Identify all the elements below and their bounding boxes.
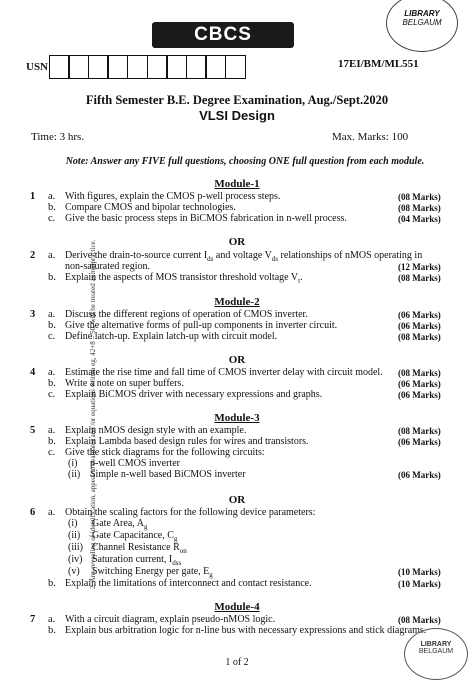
q5b-text: Explain Lambda based design rules for wires and transistors. [65, 436, 309, 447]
q4a-text: Estimate the rise time and fall time of CMOS inverter delay with circuit model. [65, 367, 383, 378]
q5c-i-text: p-well CMOS inverter [90, 458, 180, 469]
q7a-letter: a. [48, 614, 56, 625]
usn-box[interactable] [186, 55, 207, 79]
q6a-iv-text: Saturation current, $I_{dss}$ [92, 554, 182, 567]
q2b-text: Explain the aspects of MOS transistor threshold voltage $V_t$. [65, 272, 303, 285]
usn-box[interactable] [225, 55, 246, 79]
module-2-heading: Module-2 [214, 296, 260, 308]
usn-box[interactable] [205, 55, 226, 79]
q3b-marks: (06 Marks) [398, 321, 441, 331]
q4c-marks: (06 Marks) [398, 390, 441, 400]
q6a-ii-number: (ii) [68, 530, 81, 541]
q5c-ii-text: Simple n-well based BiCMOS inverter [90, 469, 246, 480]
q2-number: 2 [30, 250, 36, 261]
library-seal-bottom [404, 628, 468, 680]
usn-box[interactable] [68, 55, 89, 79]
q1c-letter: c. [48, 213, 56, 224]
q4a-marks: (08 Marks) [398, 368, 441, 378]
q3c-letter: c. [48, 331, 56, 342]
usn-box[interactable] [166, 55, 187, 79]
subject-title: VLSI Design [199, 108, 275, 123]
q4-number: 4 [30, 367, 36, 378]
q7-number: 7 [30, 614, 36, 625]
q6-number: 6 [30, 507, 36, 518]
q6a-iii-text: Channel Resistance $R_{on}$ [92, 542, 187, 555]
q6a-marks: (10 Marks) [398, 567, 441, 577]
q5a-marks: (08 Marks) [398, 426, 441, 436]
q3b-letter: b. [48, 320, 56, 331]
q5c-letter: c. [48, 447, 56, 458]
q2a-letter: a. [48, 250, 56, 261]
q2b-marks: (08 Marks) [398, 273, 441, 283]
usn-box[interactable] [88, 55, 109, 79]
q4b-marks: (06 Marks) [398, 379, 441, 389]
time-label: Time: 3 hrs. [31, 131, 85, 143]
usn-label: USN [26, 61, 49, 73]
q3a-letter: a. [48, 309, 56, 320]
q6a-iii-number: (iii) [68, 542, 83, 553]
q6b-marks: (10 Marks) [398, 579, 441, 589]
q7a-text: With a circuit diagram, explain pseudo-nMOS logic. [65, 614, 276, 625]
q5a-letter: a. [48, 425, 56, 436]
seal-line2: BELGAUM [418, 648, 454, 655]
q7a-marks: (08 Marks) [398, 615, 441, 625]
q3c-text: Define latch-up. Explain latch-up with circuit model. [65, 331, 278, 342]
q6a-text: Obtain the scaling factors for the following device parameters: [65, 507, 316, 518]
q3-number: 3 [30, 309, 36, 320]
scheme-banner: CBCS SCHEME [152, 22, 294, 48]
usn-boxes [50, 55, 246, 79]
q1b-letter: b. [48, 202, 56, 213]
q2b-letter: b. [48, 272, 56, 283]
usn-box[interactable] [147, 55, 168, 79]
q6b-letter: b. [48, 578, 56, 589]
q2a-text: Derive the drain-to-source current $I_{ds}$ and voltage $V_{ds}$ relationships of nMOS operating in [65, 250, 423, 263]
q4b-letter: b. [48, 378, 56, 389]
library-seal-top [386, 0, 458, 52]
q3b-text: Give the alternative forms of pull-up components in inverter circuit. [65, 320, 338, 331]
q2a-text-cont: non-saturated region. [65, 261, 150, 272]
or-divider: OR [228, 354, 246, 366]
q2a-marks: (12 Marks) [398, 262, 441, 272]
q5b-marks: (06 Marks) [398, 437, 441, 447]
q6a-iv-number: (iv) [68, 554, 83, 565]
q6a-i-text: Gate Area, $A_g$ [92, 518, 148, 531]
q6a-ii-text: Gate Capacitance, $C_g$ [92, 530, 178, 543]
q7b-letter: b. [48, 625, 56, 636]
q6a-v-text: Switching Energy per gate, $E_g$ [92, 566, 213, 579]
seal-line1: LIBRARY [420, 641, 452, 648]
q6a-i-number: (i) [68, 518, 78, 529]
q1a-letter: a. [48, 191, 56, 202]
instructions-note: Note: Answer any FIVE full questions, choosing ONE full question from each module. [65, 156, 425, 167]
usn-box[interactable] [49, 55, 70, 79]
module-1-heading: Module-1 [214, 178, 260, 190]
q1-number: 1 [30, 191, 36, 202]
paper-code: 17EI/BM/ML551 [338, 58, 419, 70]
max-marks-label: Max. Marks: 100 [332, 131, 409, 143]
q1b-marks: (08 Marks) [398, 203, 441, 213]
seal-line2: BELGAUM [402, 18, 442, 27]
q5c-ii-number: (ii) [68, 469, 81, 480]
or-divider: OR [228, 494, 246, 506]
q6a-letter: a. [48, 507, 56, 518]
q3a-text: Discuss the different regions of operation of CMOS inverter. [65, 309, 308, 320]
q3c-marks: (08 Marks) [398, 332, 441, 342]
q6b-text: Explain the limitations of interconnect and contact resistance. [65, 578, 312, 589]
q1c-text: Give the basic process steps in BiCMOS fabrication in n-well process. [65, 213, 347, 224]
q5c-i-number: (i) [68, 458, 78, 469]
seal-line1: LIBRARY [404, 9, 440, 18]
q5c-text: Give the stick diagrams for the following circuits: [65, 447, 265, 458]
q1a-marks: (08 Marks) [398, 192, 441, 202]
usn-box[interactable] [127, 55, 148, 79]
q1a-text: With figures, explain the CMOS p-well process steps. [65, 191, 281, 202]
q3a-marks: (06 Marks) [398, 310, 441, 320]
q5a-text: Explain nMOS design style with an example. [65, 425, 247, 436]
q6a-v-number: (v) [68, 566, 80, 577]
module-3-heading: Module-3 [214, 412, 260, 424]
q4a-letter: a. [48, 367, 56, 378]
q1c-marks: (04 Marks) [398, 214, 441, 224]
q5c-marks: (06 Marks) [398, 470, 441, 480]
q4c-text: Explain BiCMOS driver with necessary expressions and graphs. [65, 389, 323, 400]
q7b-text: Explain bus arbitration logic for n-line bus with necessary expressions and stick diagrams. [65, 625, 427, 636]
q5b-letter: b. [48, 436, 56, 447]
usn-box[interactable] [107, 55, 128, 79]
q4c-letter: c. [48, 389, 56, 400]
exam-title: Fifth Semester B.E. Degree Examination, Aug./Sept.2020 [85, 93, 389, 107]
side-instruction: 2. Any revealing of identification, appeal to evaluator and /or equations written eg, 42+8 = 50, will be treated as malpractice. [89, 239, 97, 589]
page-number: 1 of 2 [225, 657, 249, 668]
q1b-text: Compare CMOS and bipolar technologies. [65, 202, 236, 213]
module-4-heading: Module-4 [214, 601, 260, 613]
q4b-text: Write a note on super buffers. [65, 378, 184, 389]
q5-number: 5 [30, 425, 36, 436]
or-divider: OR [228, 236, 246, 248]
